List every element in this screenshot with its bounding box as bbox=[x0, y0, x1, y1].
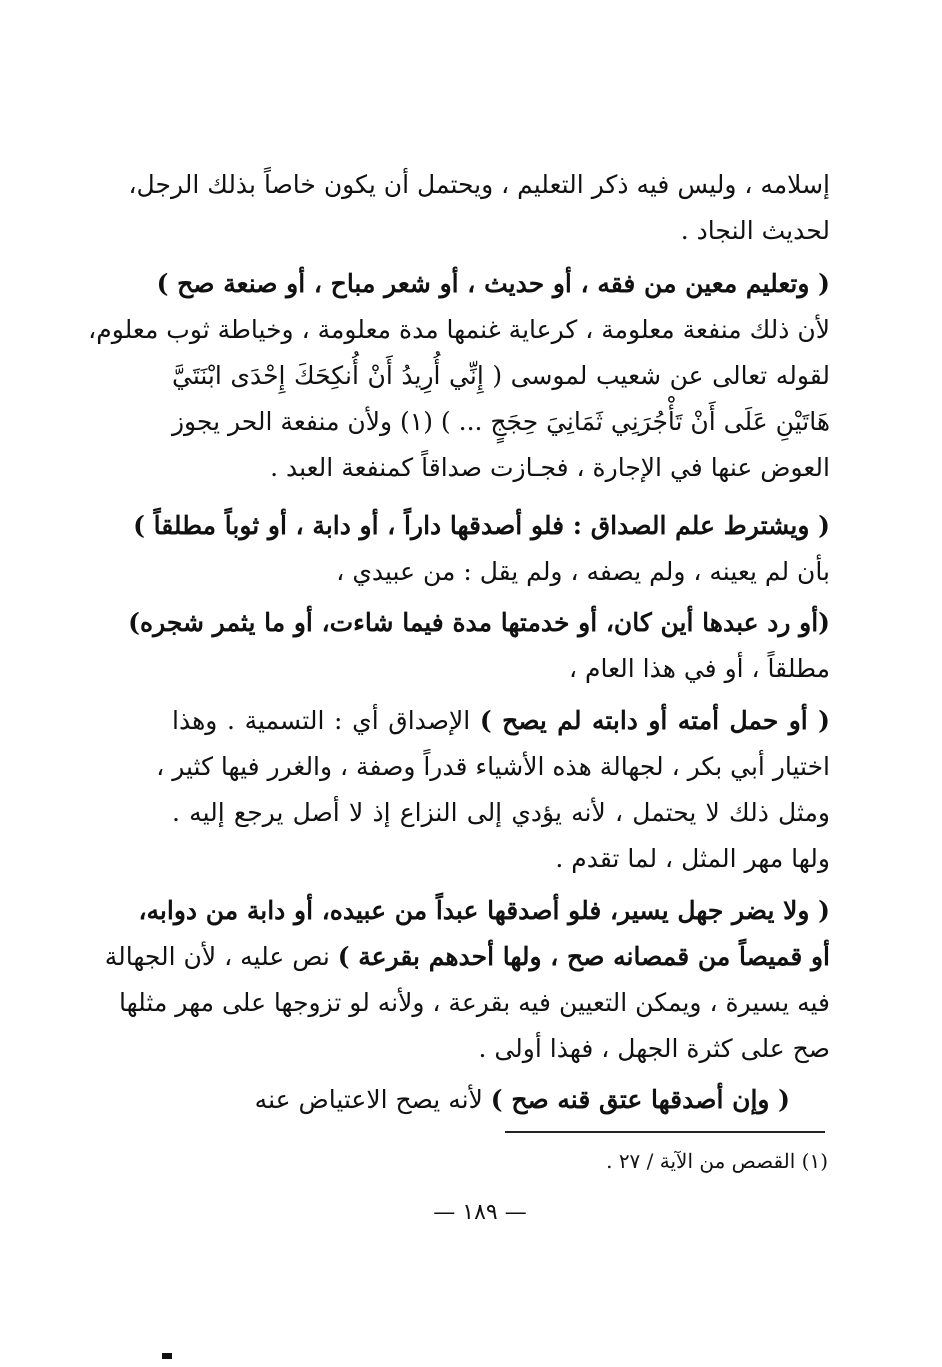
paragraph-5 bbox=[156, 698, 830, 882]
paragraph-1 bbox=[128, 162, 830, 254]
text-line: بأن لم يعينه ، ولم يصفه ، ولم يقل : من عبيدي ، bbox=[336, 557, 830, 586]
paragraph-3 bbox=[133, 503, 830, 595]
text-phrase: لأنه يصح الاعتياض عنه bbox=[254, 1085, 491, 1114]
text-line: لحديث النجاد . bbox=[680, 216, 830, 245]
footnote-separator bbox=[505, 1131, 825, 1133]
text-line-bold: ( ولا يضر جهل يسير، فلو أصدقها عبداً من عبيده، أو دابة من دوابه، bbox=[138, 896, 830, 925]
text-line: إسلامه ، وليس فيه ذكر التعليم ، ويحتمل أن يكون خاصاً بذلك الرجل، bbox=[128, 170, 830, 199]
paragraph-4 bbox=[128, 600, 830, 692]
paragraph-7 bbox=[254, 1077, 790, 1123]
bold-phrase: ( أو حمل أمته أو دابته لم يصح ) bbox=[479, 706, 830, 735]
text-phrase: الإصداق أي : التسمية . وهذا bbox=[172, 706, 480, 735]
text-line: ومثل ذلك لا يحتمل ، لأنه يؤدي إلى النزاع إذ لا أصل يرجع إليه . bbox=[172, 798, 830, 827]
text-line-bold: (أو رد عبدها أين كان، أو خدمتها مدة فيما شاءت، أو ما يثمر شجره) bbox=[128, 608, 830, 637]
footnote: (١) القصص من الآية / ٢٧ . bbox=[606, 1149, 828, 1173]
scan-mark bbox=[162, 1353, 172, 1359]
text-line bbox=[104, 934, 830, 980]
text-line bbox=[254, 1077, 790, 1123]
page-number: — ١٨٩ — bbox=[433, 1200, 527, 1225]
text-line-bold: ( ويشترط علم الصداق : فلو أصدقها داراً ، أو دابة ، أو ثوباً مطلقاً ) bbox=[133, 511, 830, 540]
quran-verse-line: لقوله تعالى عن شعيب لموسى ( إِنِّي أُرِيدُ أَنْ أُنكِحَكَ إِحْدَى ابْنَتَيَّ bbox=[172, 361, 830, 390]
bold-phrase: أو قميصاً من قمصانه صح ، ولها أحدهم بقرعة ) bbox=[337, 942, 830, 971]
text-line: لأن ذلك منفعة معلومة ، كرعاية غنمها مدة معلومة ، وخياطة ثوب معلوم، bbox=[88, 315, 830, 344]
text-line: العوض عنها في الإجارة ، فجـازت صداقاً كمنفعة العبد . bbox=[270, 453, 830, 482]
text-line: صح على كثرة الجهل ، فهذا أولى . bbox=[478, 1034, 830, 1063]
text-line: اختيار أبي بكر ، لجهالة هذه الأشياء قدراً وصفة ، والغرر فيها كثير ، bbox=[156, 752, 830, 781]
text-line: فيه يسيرة ، ويمكن التعيين فيه بقرعة ، ولأنه لو تزوجها على مهر مثلها bbox=[119, 988, 830, 1017]
text-phrase: نص عليه ، لأن الجهالة bbox=[104, 942, 338, 971]
quran-verse-line: هَاتَيْنِ عَلَى أَنْ تَأْجُرَنِي ثَمَانِيَ حِجَجٍ ... ) (١) ولأن منفعة الحر يجوز bbox=[171, 407, 830, 436]
text-line: مطلقاً ، أو في هذا العام ، bbox=[568, 654, 830, 683]
bold-phrase: ( وإن أصدقها عتق قنه صح ) bbox=[490, 1085, 790, 1114]
text-line-bold: ( وتعليم معين من فقه ، أو حديث ، أو شعر مباح ، أو صنعة صح ) bbox=[156, 269, 830, 298]
paragraph-6 bbox=[104, 888, 830, 1072]
text-line: ولها مهر المثل ، لما تقدم . bbox=[555, 844, 830, 873]
paragraph-2 bbox=[88, 261, 830, 491]
text-line bbox=[172, 698, 830, 744]
